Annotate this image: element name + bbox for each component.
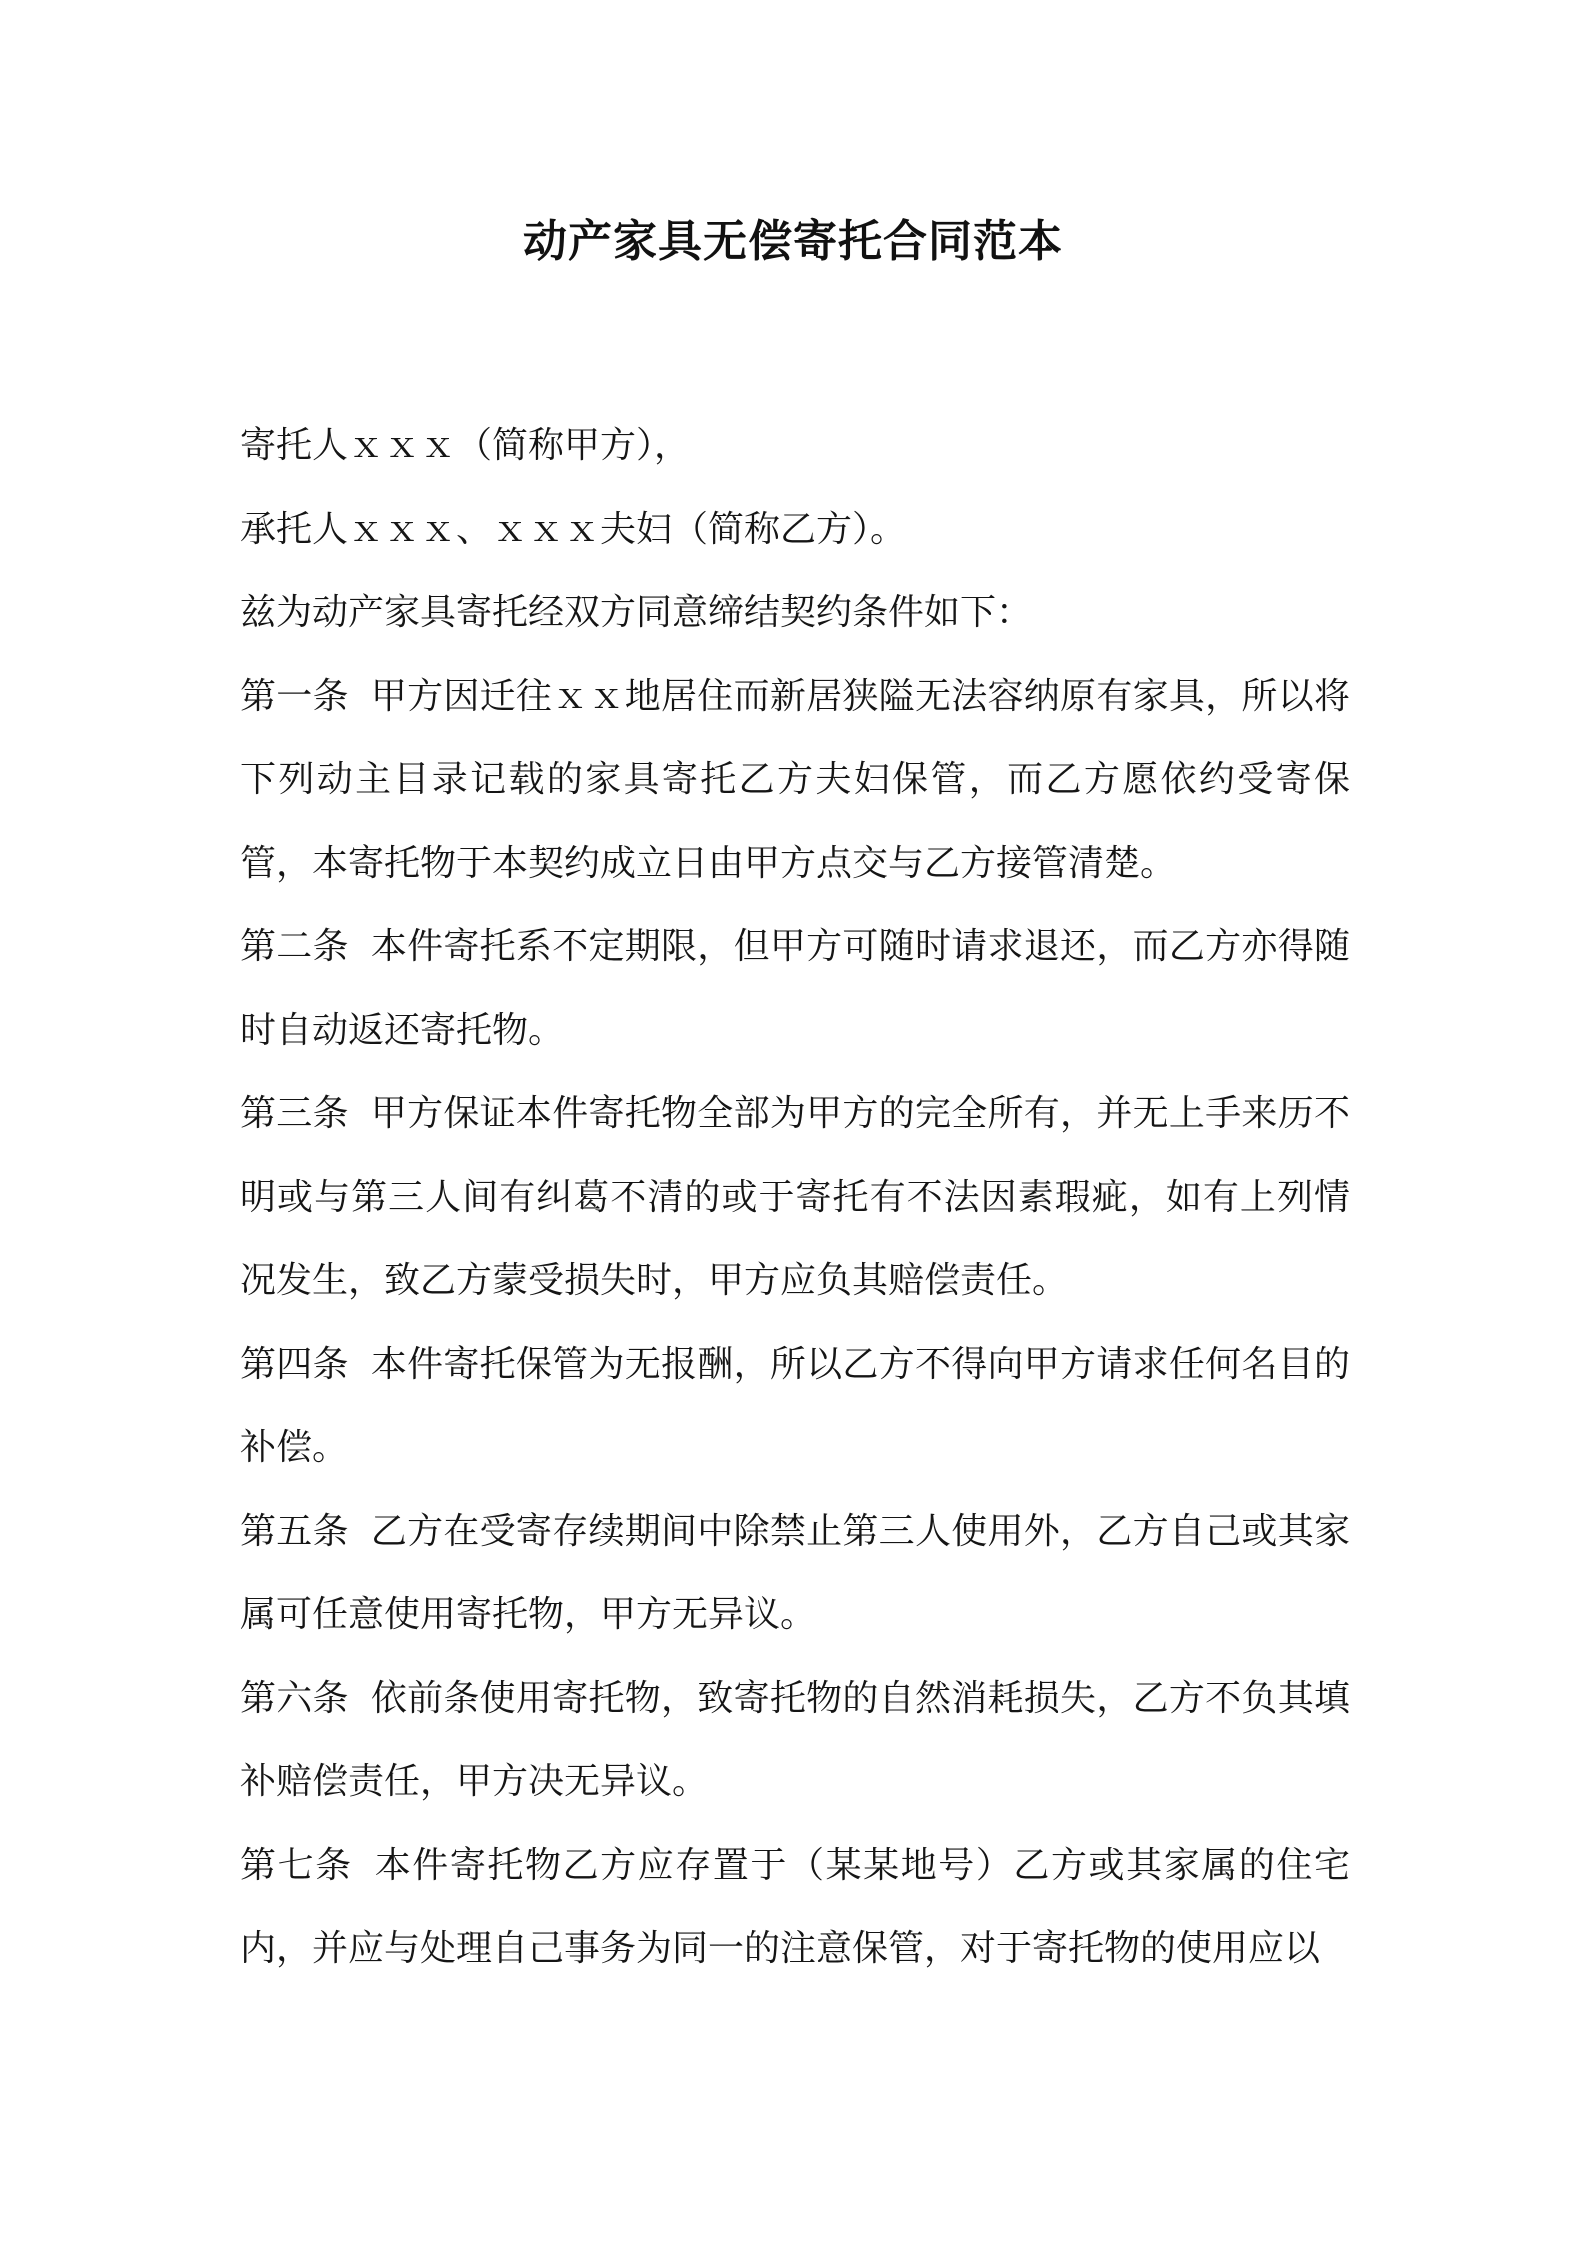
- article-text: 依前条使用寄托物，致寄托物的自然消耗损失，乙方不负其填补赔偿责任，甲方决无异议。: [240, 1677, 1350, 1802]
- article-text: 乙方在受寄存续期间中除禁止第三人使用外，乙方自己或其家属可任意使用寄托物，甲方无异议。: [240, 1510, 1350, 1635]
- article-label: 第七条: [240, 1844, 353, 1886]
- article-6: [240, 1657, 1350, 1824]
- article-label: 第五条: [240, 1510, 349, 1552]
- article-text: 本件寄托系不定期限，但甲方可随时请求退还，而乙方亦得随时自动返还寄托物。: [240, 926, 1350, 1051]
- article-label: 第二条: [240, 926, 349, 967]
- article-text: 甲方保证本件寄托物全部为甲方的完全所有，并无上手来历不明或与第三人间有纠葛不清的或于寄托有不法因素瑕疵，如有上列情况发生，致乙方蒙受损失时，甲方应负其赔偿责任。: [240, 1093, 1350, 1301]
- article-text: 本件寄托物乙方应存置于（某某地号）乙方或其家属的住宅内，并应与处理自己事务为同一的注意保管，对于寄托物的使用应以: [240, 1844, 1350, 1969]
- article-label: 第三条: [240, 1093, 349, 1134]
- article-1: [240, 655, 1350, 906]
- depositor-line: 寄托人ｘｘｘ（简称甲方），: [240, 425, 691, 466]
- article-2: [240, 905, 1350, 1072]
- article-4: [240, 1323, 1350, 1490]
- article-label: 第四条: [240, 1343, 349, 1385]
- preamble: 兹为动产家具寄托经双方同意缔结契约条件如下：: [240, 592, 1033, 633]
- custodian-line: 承托人ｘｘｘ、ｘｘｘ夫妇（简称乙方）。: [240, 508, 907, 550]
- article-label: 第一条: [240, 675, 349, 717]
- article-label: 第六条: [240, 1677, 349, 1719]
- article-7: [240, 1824, 1350, 1991]
- document-title: 动产家具无偿寄托合同范本: [523, 216, 1063, 267]
- document-body: [240, 404, 1350, 1991]
- article-5: [240, 1490, 1350, 1657]
- article-3: [240, 1072, 1350, 1323]
- article-text: 本件寄托保管为无报酬，所以乙方不得向甲方请求任何名目的补偿。: [240, 1343, 1350, 1468]
- article-text: 甲方因迁往ｘｘ地居住而新居狭隘无法容纳原有家具，所以将下列动主目录记载的家具寄托乙方夫妇保管，而乙方愿依约受寄保管，本寄托物于本契约成立日由甲方点交与乙方接管清楚。: [240, 675, 1350, 884]
